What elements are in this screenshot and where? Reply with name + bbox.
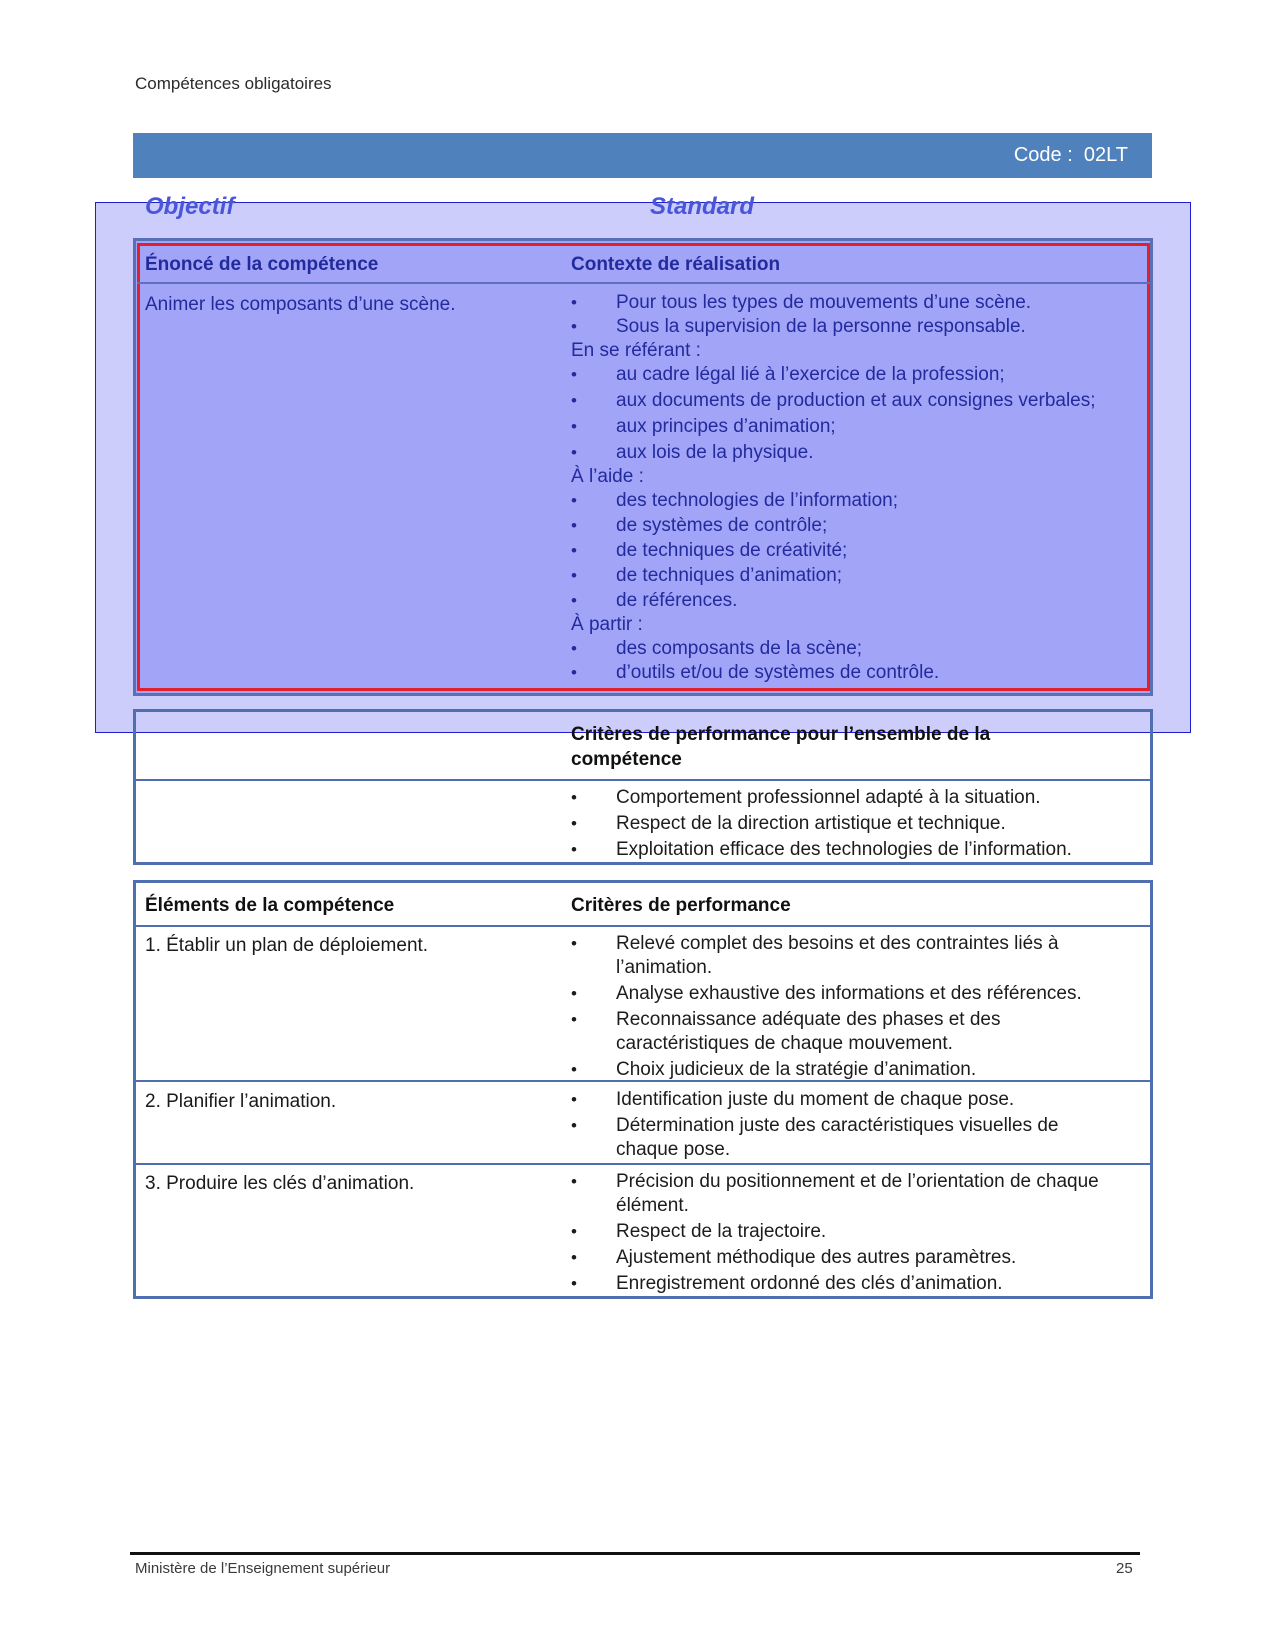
- element-3: 3. Produire les clés d’animation.: [145, 1173, 415, 1194]
- competency-statement: Animer les composants d’une scène.: [145, 294, 456, 315]
- list-item: • Pour tous les types de mouvements d’une scène.: [571, 291, 1141, 315]
- list-item: • Respect de la trajectoire.: [571, 1220, 1111, 1244]
- code-label: Code :: [1013, 144, 1073, 166]
- list-item: • Choix judicieux de la stratégie d’animation.: [571, 1058, 1111, 1082]
- list-item: • au cadre légal lié à l’exercice de la profession;: [571, 363, 1141, 387]
- list-item: • Analyse exhaustive des informations et des références.: [571, 982, 1111, 1006]
- list-item: En se référant :: [571, 340, 701, 361]
- program-code: [1014, 144, 1128, 167]
- list-item: • de systèmes de contrôle;: [571, 514, 1141, 538]
- list-item: • Ajustement méthodique des autres paramètres.: [571, 1246, 1111, 1270]
- list-item: • Comportement professionnel adapté à la situation.: [571, 786, 1141, 810]
- list-item: • de techniques d’animation;: [571, 564, 1141, 588]
- list-item: • Enregistrement ordonné des clés d’animation.: [571, 1272, 1111, 1296]
- objective-title: Objectif: [145, 193, 235, 220]
- standard-title: Standard: [650, 193, 755, 220]
- list-item: • Reconnaissance adéquate des phases et des caractéristiques de chaque mouvement.: [571, 1008, 1111, 1056]
- footer-rule: [130, 1552, 1140, 1555]
- elements-header: Éléments de la compétence: [145, 895, 395, 916]
- table-divider: [137, 282, 1150, 284]
- list-item: • Sous la supervision de la personne responsable.: [571, 315, 1141, 339]
- list-item: • aux documents de production et aux consignes verbales;: [571, 389, 1141, 413]
- criteria-list-2: [571, 1088, 1111, 1162]
- table-divider: [136, 925, 1150, 927]
- list-item: • des technologies de l’information;: [571, 489, 1141, 513]
- page-number: 25: [1116, 1560, 1133, 1577]
- footer-ministry: Ministère de l’Enseignement supérieur: [135, 1560, 391, 1577]
- list-item: • Respect de la direction artistique et technique.: [571, 812, 1141, 836]
- list-item: • Relevé complet des besoins et des contraintes liés à l’animation.: [571, 932, 1111, 980]
- criteria-list-1: [571, 932, 1111, 1082]
- code-bar: [133, 133, 1152, 178]
- list-item: • aux principes d’animation;: [571, 415, 1141, 439]
- list-item: • de techniques de créativité;: [571, 539, 1141, 563]
- list-item: À l’aide :: [571, 466, 644, 487]
- criteria-list-3: [571, 1170, 1111, 1296]
- criteria-header: Critères de performance: [571, 895, 791, 916]
- list-item: • Exploitation efficace des technologies de l’information.: [571, 838, 1141, 862]
- list-item: • aux lois de la physique.: [571, 441, 1141, 465]
- context-header: Contexte de réalisation: [571, 254, 781, 275]
- table-divider: [136, 779, 1150, 781]
- list-item: À partir :: [571, 614, 643, 635]
- context-list: [571, 291, 1141, 685]
- element-2: 2. Planifier l’animation.: [145, 1091, 337, 1112]
- table-divider: [136, 1163, 1150, 1165]
- list-item: • de références.: [571, 589, 1141, 613]
- global-criteria-list: [571, 786, 1141, 862]
- code-value: 02LT: [1083, 144, 1128, 166]
- list-item: • des composants de la scène;: [571, 637, 1141, 661]
- list-item: • d’outils et/ou de systèmes de contrôle.: [571, 661, 1141, 685]
- element-1: 1. Établir un plan de déploiement.: [145, 935, 429, 956]
- page-section-header: Compétences obligatoires: [135, 74, 332, 93]
- list-item: • Détermination juste des caractéristiques visuelles de chaque pose.: [571, 1114, 1111, 1162]
- global-criteria-header: Critères de performance pour l’ensemble de la compétence: [571, 724, 991, 770]
- list-item: • Précision du positionnement et de l’orientation de chaque élément.: [571, 1170, 1111, 1218]
- statement-header: Énoncé de la compétence: [145, 254, 379, 275]
- list-item: • Identification juste du moment de chaque pose.: [571, 1088, 1111, 1112]
